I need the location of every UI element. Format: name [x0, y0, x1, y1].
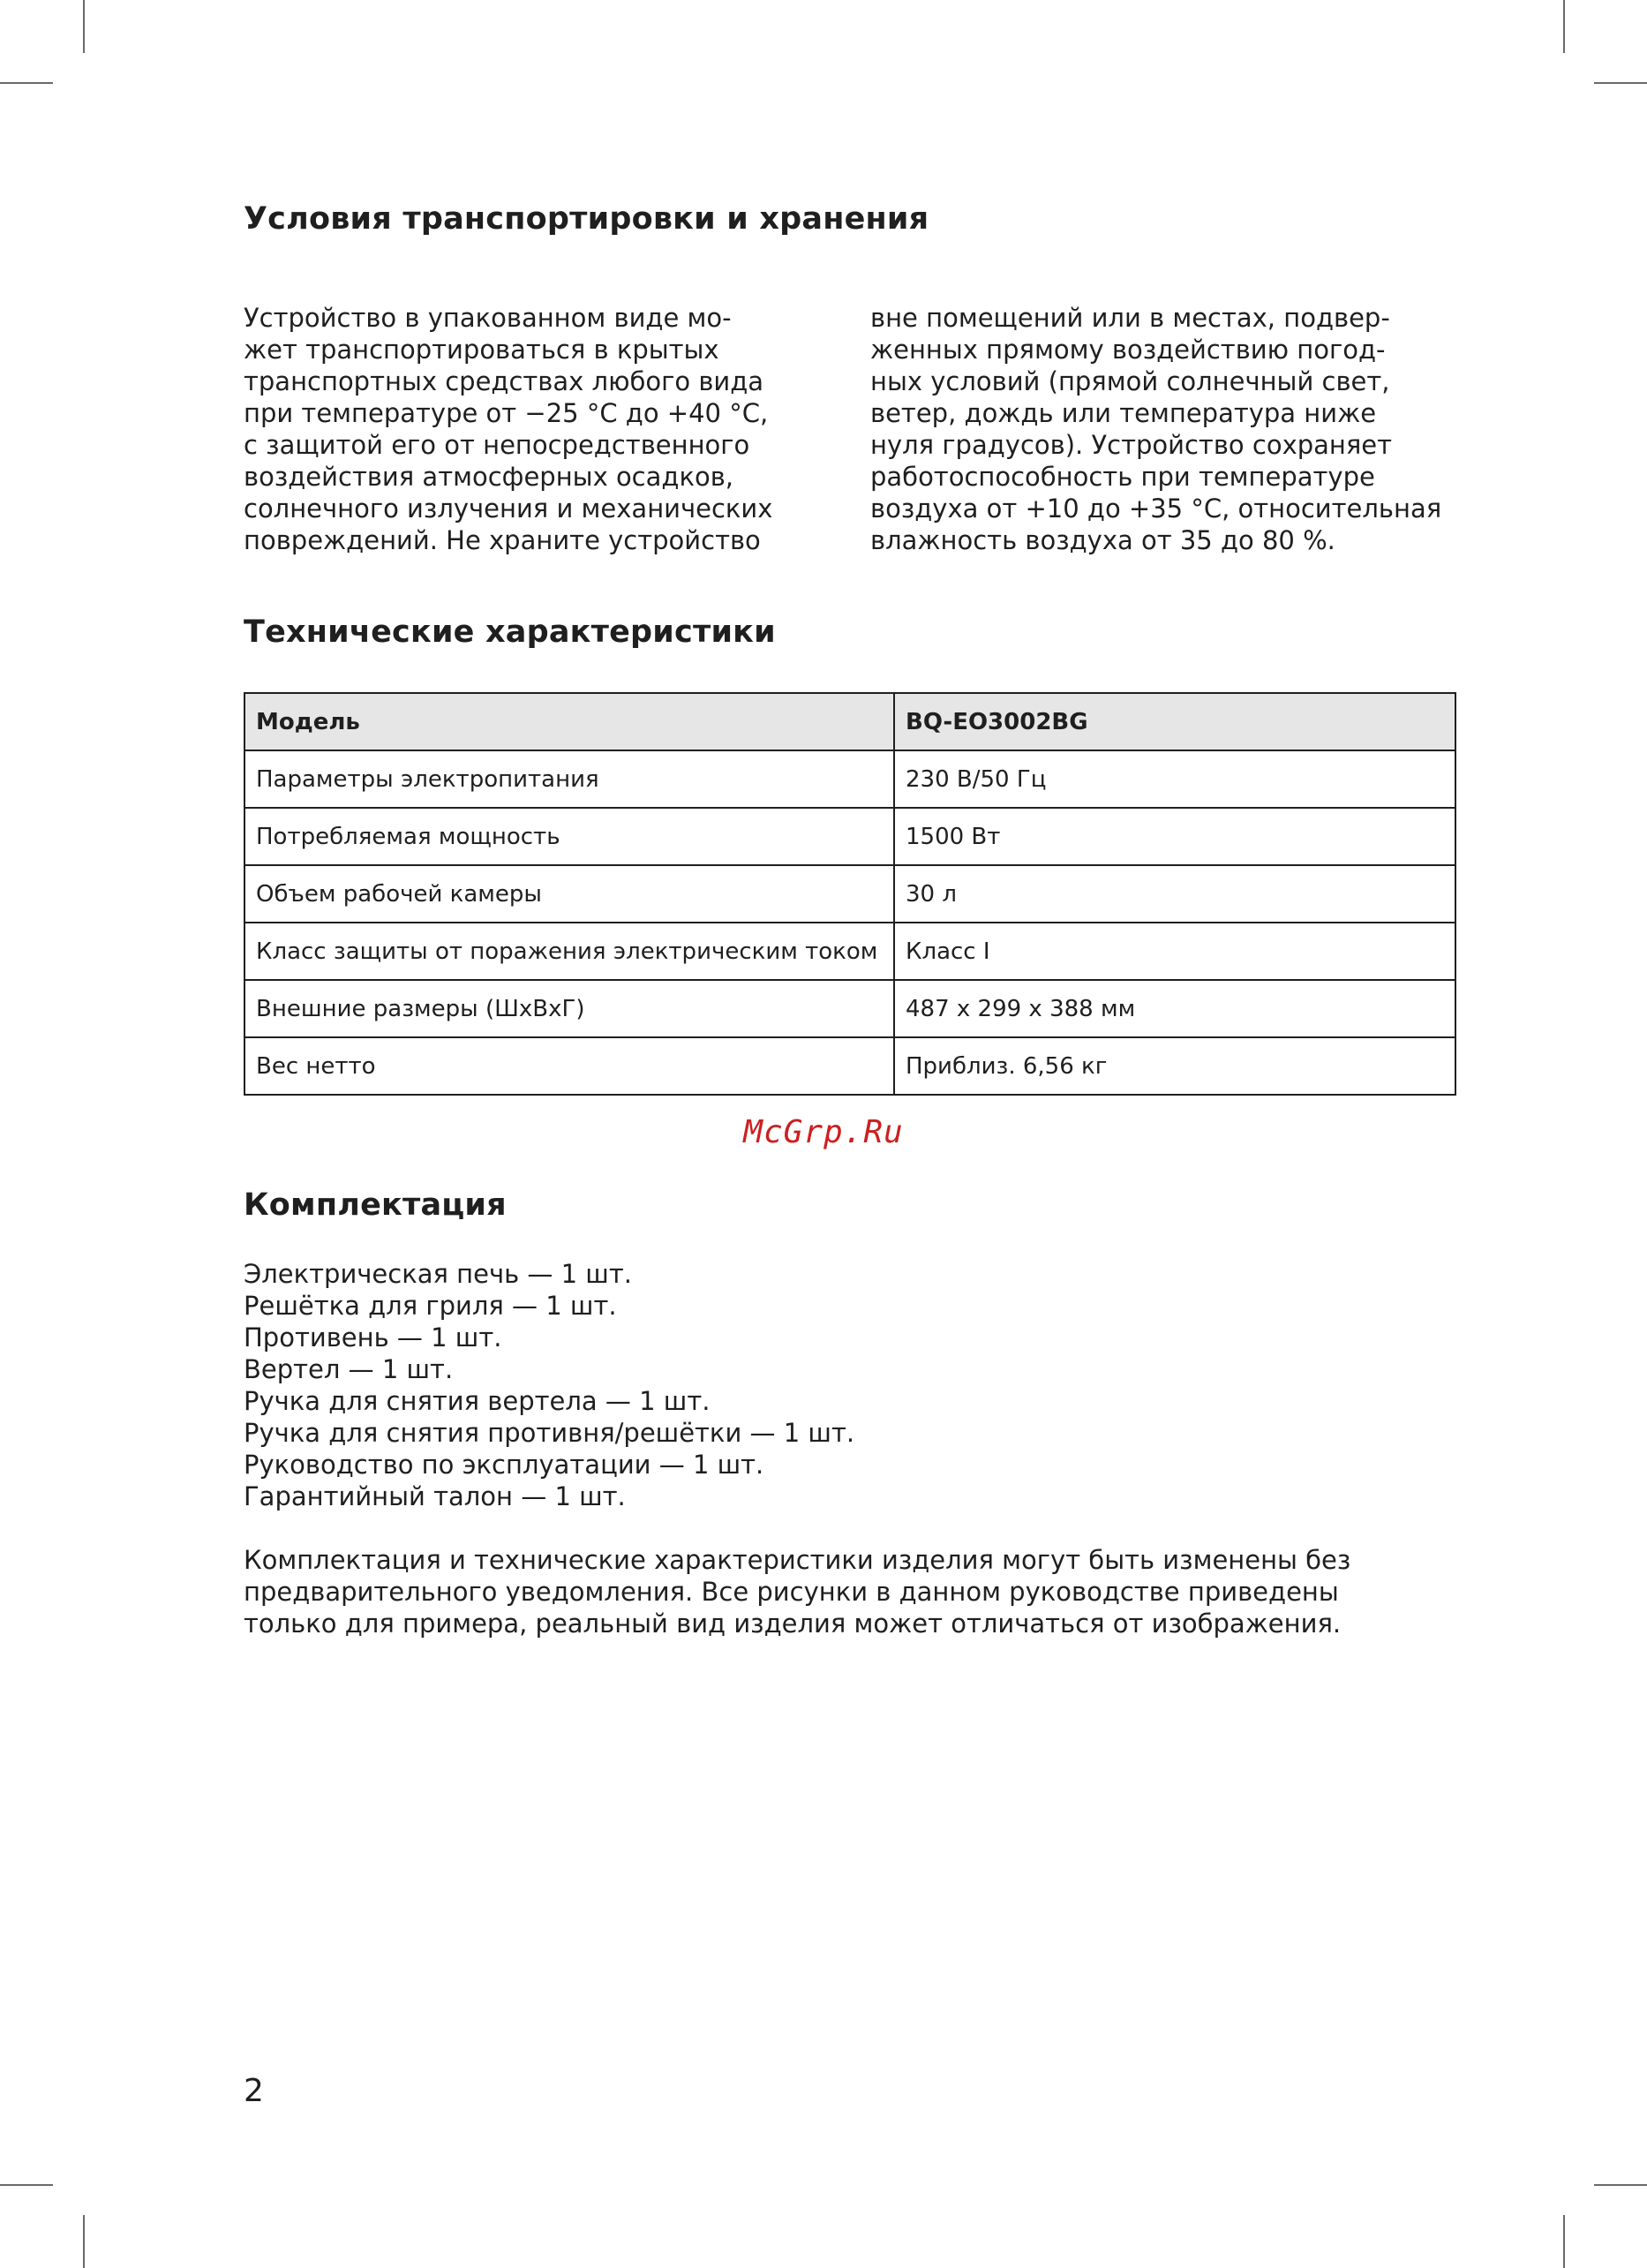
storage-heading: Условия транспортировки и хранения [244, 201, 929, 237]
storage-right-column [870, 302, 1470, 556]
list-item: Решётка для гриля — 1 шт. [244, 1291, 617, 1321]
specs-table [244, 692, 1456, 1096]
crop-mark-top-right-h [1594, 82, 1647, 84]
crop-mark-bottom-right [1563, 2215, 1565, 2268]
storage-line: ветер, дождь или температура ниже [870, 398, 1377, 428]
storage-line: вне помещений или в местах, подвер- [870, 303, 1390, 333]
table-row [244, 923, 1455, 980]
table-cell-value: 30 л [894, 865, 1455, 923]
list-item: Ручка для снятия вертела — 1 шт. [244, 1386, 711, 1416]
table-cell-value: Класс I [894, 923, 1455, 980]
table-row [244, 865, 1455, 923]
storage-line: с защитой его от непосредственного [244, 430, 750, 460]
contents-note [244, 1544, 1479, 1639]
crop-mark-top-right [1563, 0, 1565, 53]
table-row [244, 1037, 1455, 1095]
storage-line: транспортных средствах любого вида [244, 366, 764, 396]
note-line: только для примера, реальный вид изделия может отличаться от изображения. [244, 1609, 1342, 1639]
list-item: Ручка для снятия противня/решётки — 1 шт. [244, 1418, 855, 1448]
storage-line: при температуре от −25 °C до +40 °C, [244, 398, 769, 428]
table-cell-label: Внешние размеры (ШхВхГ) [244, 980, 894, 1037]
crop-mark-bottom-left-h [0, 2184, 53, 2186]
crop-mark-top-left [83, 0, 85, 53]
storage-line: жет транспортироваться в крытых [244, 335, 719, 365]
page-number: 2 [244, 2073, 264, 2109]
storage-line: воздуха от +10 до +35 °C, относительная [870, 494, 1442, 524]
storage-line: женных прямому воздействию погод- [870, 335, 1386, 365]
storage-line: солнечного излучения и механических [244, 494, 773, 524]
table-cell-label: Объем рабочей камеры [244, 865, 894, 923]
storage-line: Устройство в упакованном виде мо- [244, 303, 732, 333]
contents-list [244, 1258, 854, 1512]
crop-mark-bottom-left [83, 2215, 85, 2268]
table-cell-value: 230 В/50 Гц [894, 750, 1455, 808]
table-cell-value: 1500 Вт [894, 808, 1455, 865]
storage-line: воздействия атмосферных осадков, [244, 462, 734, 492]
note-line: предварительного уведомления. Все рисунки в данном руководстве приведены [244, 1577, 1339, 1607]
crop-mark-top-left-h [0, 82, 53, 84]
table-header-cell: BQ-EO3002BG [894, 693, 1455, 750]
watermark-link[interactable]: McGrp.Ru [743, 1114, 904, 1150]
table-cell-label: Потребляемая мощность [244, 808, 894, 865]
table-row [244, 808, 1455, 865]
list-item: Электрическая печь — 1 шт. [244, 1259, 632, 1289]
crop-mark-bottom-right-h [1594, 2184, 1647, 2186]
note-line: Комплектация и технические характеристики изделия могут быть изменены без [244, 1545, 1351, 1575]
table-header-row [244, 693, 1455, 750]
table-cell-label: Класс защиты от поражения электрическим током [244, 923, 894, 980]
list-item: Вертел — 1 шт. [244, 1354, 454, 1384]
storage-left-column [244, 302, 844, 556]
list-item: Противень — 1 шт. [244, 1322, 502, 1353]
storage-line: работоспособность при температуре [870, 462, 1375, 492]
storage-line: влажность воздуха от 35 до 80 %. [870, 525, 1335, 555]
table-cell-value: 487 х 299 х 388 мм [894, 980, 1455, 1037]
table-cell-label: Вес нетто [244, 1037, 894, 1095]
contents-heading: Комплектация [244, 1187, 507, 1223]
table-cell-label: Параметры электропитания [244, 750, 894, 808]
list-item: Руководство по эксплуатации — 1 шт. [244, 1450, 764, 1480]
list-item: Гарантийный талон — 1 шт. [244, 1481, 626, 1511]
storage-line: повреждений. Не храните устройство [244, 525, 761, 555]
table-row [244, 750, 1455, 808]
storage-line: ных условий (прямой солнечный свет, [870, 366, 1390, 396]
storage-line: нуля градусов). Устройство сохраняет [870, 430, 1393, 460]
table-header-cell: Модель [244, 693, 894, 750]
table-cell-value: Приблиз. 6,56 кг [894, 1037, 1455, 1095]
table-row [244, 980, 1455, 1037]
specs-heading: Технические характеристики [244, 614, 776, 650]
